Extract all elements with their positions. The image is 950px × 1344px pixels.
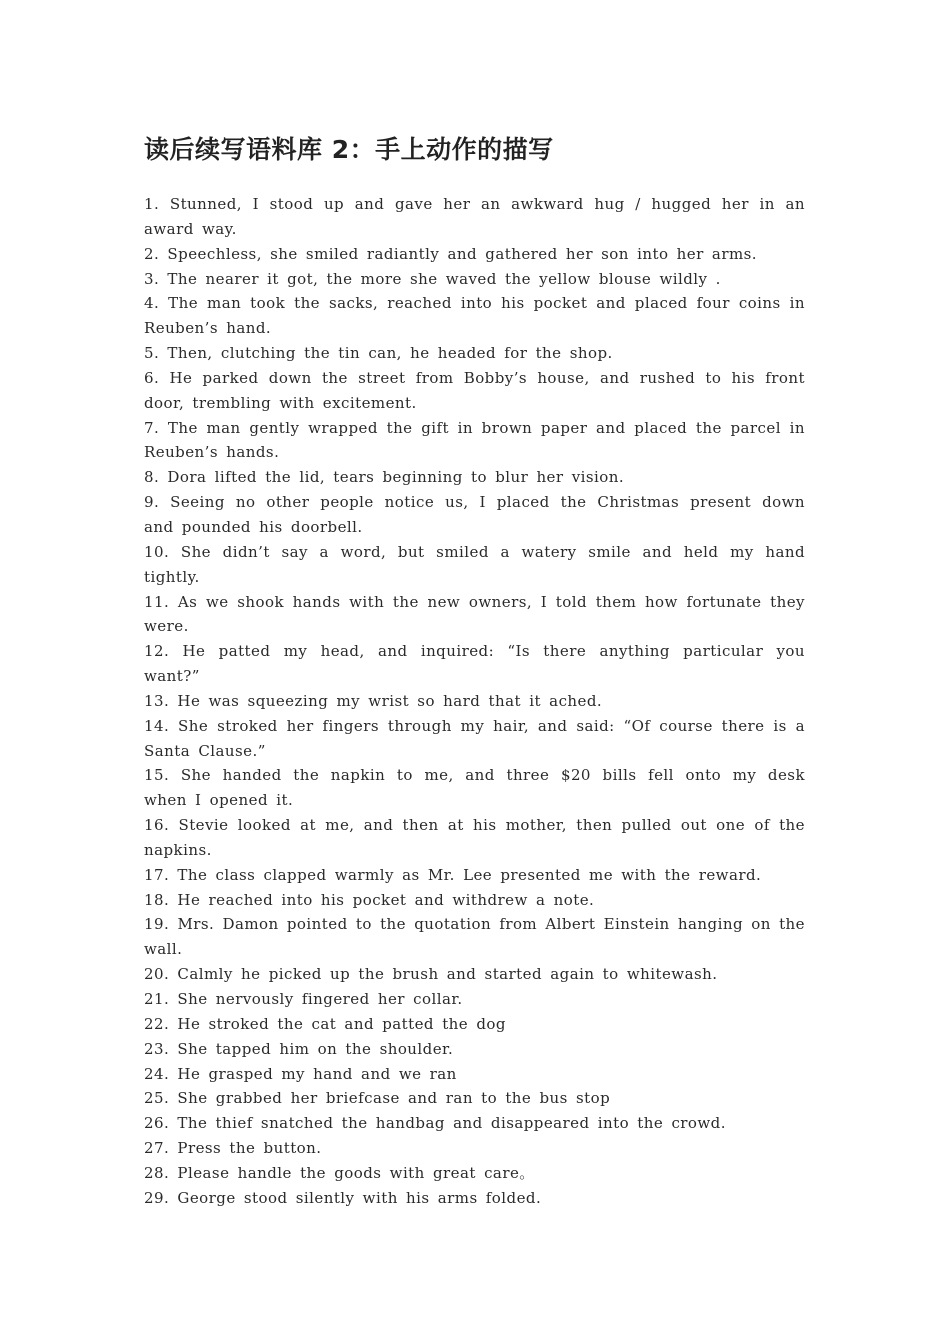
list-item: 16. Stevie looked at me, and then at his mother, then pulled out one of the napkins. [144, 816, 805, 859]
sentence-list [144, 192, 805, 1211]
list-item: 25. She grabbed her briefcase and ran to the bus stop [144, 1089, 611, 1108]
list-item: 24. He grasped my hand and we ran [144, 1064, 457, 1083]
list-item: 9. Seeing no other people notice us, I placed the Christmas present down and pounded his doorbell. [144, 493, 805, 536]
list-item: 27. Press the button. [144, 1139, 322, 1158]
list-item: 1. Stunned, I stood up and gave her an awkward hug / hugged her in an award way. [144, 195, 805, 238]
list-item: 21. She nervously fingered her collar. [144, 990, 463, 1008]
list-item: 29. George stood silently with his arms folded. [144, 1188, 542, 1207]
list-item: 4. The man took the sacks, reached into his pocket and placed four coins in Reuben’s hand. [144, 294, 805, 338]
list-item: 28. Please handle the goods with great care。 [144, 1163, 535, 1182]
list-item: 6. He parked down the street from Bobby’s house, and rushed to his front door, trembling with excitement. [144, 368, 805, 412]
list-item: 8. Dora lifted the lid, tears beginning to blur her vision. [144, 468, 625, 487]
list-item: 19. Mrs. Damon pointed to the quotation from Albert Einstein hanging on the wall. [144, 915, 805, 959]
list-item: 17. The class clapped warmly as Mr. Lee presented me with the reward. [144, 865, 762, 884]
list-item: 3. The nearer it got, the more she waved the yellow blouse wildly . [144, 269, 721, 288]
list-item: 5. Then, clutching the tin can, he headed for the shop. [144, 344, 613, 363]
list-item: 12. He patted my head, and inquired: “Is there anything particular you want?” [144, 642, 805, 686]
list-item: 2. Speechless, she smiled radiantly and gathered her son into her arms. [144, 244, 757, 263]
list-item: 22. He stroked the cat and patted the dog [144, 1014, 506, 1033]
list-item: 20. Calmly he picked up the brush and started again to whitewash. [144, 965, 718, 984]
list-item: 15. She handed the napkin to me, and three $20 bills fell onto my desk when I opened it. [144, 766, 805, 810]
list-item: 7. The man gently wrapped the gift in brown paper and placed the parcel in Reuben’s hands. [144, 418, 805, 462]
list-item: 13. He was squeezing my wrist so hard that it ached. [144, 691, 603, 710]
document-title: 读后续写语料库 2：手上动作的描写 [144, 135, 554, 164]
list-item: 10. She didn’t say a word, but smiled a watery smile and held my hand tightly. [144, 542, 805, 586]
list-item: 23. She tapped him on the shoulder. [144, 1039, 454, 1058]
list-item: 11. As we shook hands with the new owners, I told them how fortunate they were. [144, 592, 805, 636]
list-item: 18. He reached into his pocket and withdrew a note. [144, 890, 595, 909]
list-item: 14. She stroked her fingers through my hair, and said: “Of course there is a Santa Clause.” [144, 716, 805, 760]
list-item: 26. The thief snatched the handbag and disappeared into the crowd. [144, 1114, 726, 1133]
